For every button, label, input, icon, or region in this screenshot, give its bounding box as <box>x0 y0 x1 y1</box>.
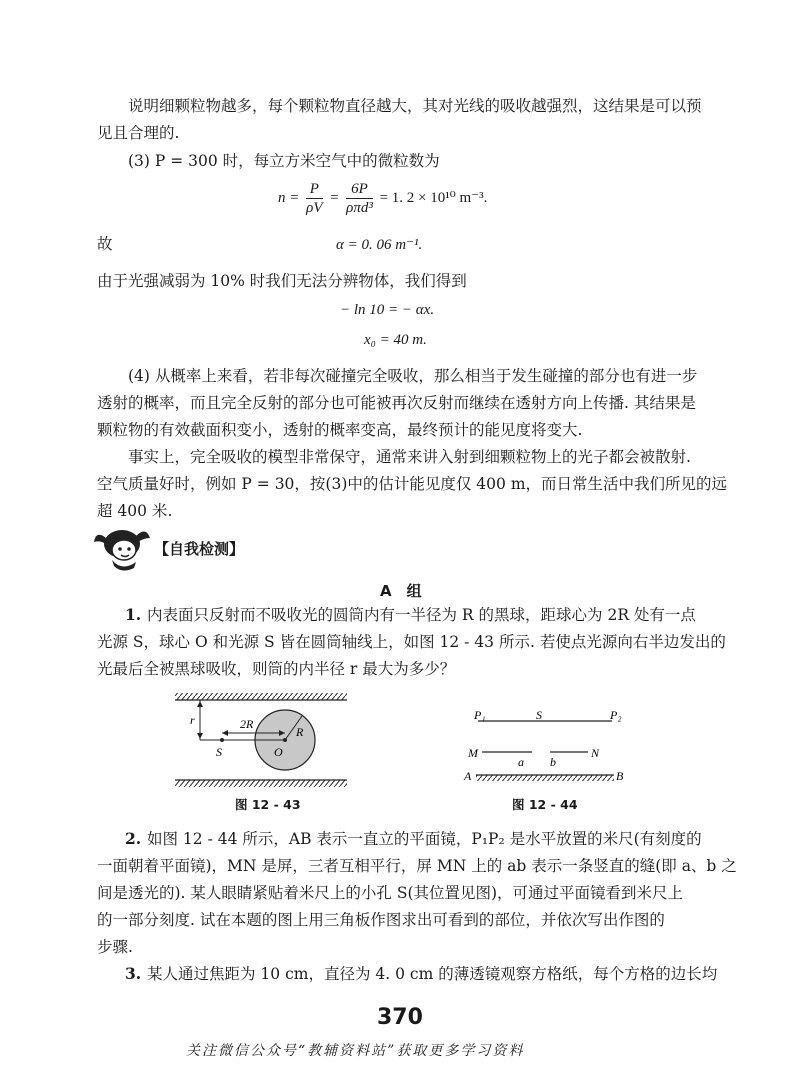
figure-12-44-caption: 图 12 - 44 <box>512 797 578 812</box>
figure-12-43 <box>170 690 350 790</box>
para5-line-2: 空气质量好时，例如 P = 30，按(3)中的估计能见度仅 400 m，而日常生活中我们所见的远 <box>97 475 728 493</box>
eq1-lhs: n = <box>278 189 300 206</box>
text-line-1: 说明细颗粒物越多，每个颗粒物直径越大，其对光线的吸收越强烈，这结果是可以预 <box>128 97 702 115</box>
q2-line-1: 如图 12 - 44 所示，AB 表示一直立的平面镜，P₁P₂ 是水平放置的米尺(有刻度的 <box>147 830 702 848</box>
para5-line-3: 超 400 米. <box>97 502 173 520</box>
label-R: R <box>296 725 304 739</box>
q2-line-2: 一面朝着平面镜)，MN 是屏，三者互相平行，屏 MN 上的 ab 表示一条竖直的缝(即 a、b 之 <box>97 857 737 875</box>
mirror-hatch <box>476 775 614 781</box>
label-B: B <box>616 769 624 783</box>
q3-line-1: 某人通过焦距为 10 cm，直径为 4. 0 cm 的薄透镜观察方格纸，每个方格的边长均 <box>147 965 718 983</box>
label-P2: P₂ <box>610 708 622 722</box>
equation-alpha: α = 0. 06 m⁻¹. <box>336 237 423 253</box>
eq1-frac2-denominator: ρπd³ <box>346 200 373 216</box>
label-S: S <box>216 745 222 759</box>
eq1-equals: = <box>329 189 340 206</box>
label-P1: P₁ <box>474 708 486 722</box>
page-number: 370 <box>377 1005 423 1030</box>
label-a: a <box>518 755 524 769</box>
cylinder-top-hatch <box>175 693 347 700</box>
figure-12-44 <box>460 700 640 790</box>
label-A: A <box>464 769 472 783</box>
q1-line-1: 内表面只反射而不吸收光的圆筒内有一半径为 R 的黑球，距球心为 2R 处有一点 <box>147 606 696 624</box>
para4-line-1: (4) 从概率上来看，若非每次碰撞完全吸收，那么相当于发生碰撞的部分也有进一步 <box>128 367 698 385</box>
footer-promo: 关注微信公众号“教辅资料站”获取更多学习资料 <box>186 1043 525 1059</box>
eq1-frac1-denominator: ρV <box>306 200 323 216</box>
text-gu: 故 <box>97 235 113 253</box>
equation-ln: − ln 10 = − αx. <box>340 302 435 318</box>
equation-particle-count <box>278 180 487 217</box>
label-S-slit: S <box>536 708 542 722</box>
eq1-rhs: = 1. 2 × 10¹⁰ m⁻³. <box>379 189 488 206</box>
q1-line-2: 光源 S，球心 O 和光源 S 皆在圆筒轴线上，如图 12 - 43 所示. 若使点光源向右半边发出的 <box>97 633 726 651</box>
label-2R: 2R <box>240 717 254 731</box>
label-b: b <box>550 755 556 769</box>
para5-line-1: 事实上，完全吸收的模型非常保守，通常来讲入射到细颗粒物上的光子都会被散射. <box>128 448 691 466</box>
cylinder-bottom-hatch <box>175 780 347 787</box>
figure-12-43-caption: 图 12 - 43 <box>235 797 301 812</box>
para4-line-2: 透射的概率，而且完全反射的部分也可能被再次反射而继续在透射方向上传播. 其结果是 <box>97 394 696 412</box>
eq1-frac2-numerator: 6P <box>346 180 373 199</box>
eq1-frac1-numerator: P <box>306 180 322 199</box>
q2-line-4: 的一部分刻度. 试在本题的图上用三角板作图求出可看到的部位，并依次写出作图的 <box>97 911 665 929</box>
q1-line-3: 光最后全被黑球吸收，则筒的内半径 r 最大为多少？ <box>97 660 456 678</box>
q1-number: 1. <box>125 605 142 624</box>
light-source-point <box>220 738 224 742</box>
q3-number: 3. <box>125 964 142 983</box>
group-heading: A 组 <box>380 582 422 600</box>
label-M: M <box>468 746 478 760</box>
q2-number: 2. <box>125 829 142 848</box>
q2-line-5: 步骤. <box>97 938 133 956</box>
mascot-icon <box>92 524 152 574</box>
text-line-3: (3) P = 300 时，每立方米空气中的微粒数为 <box>128 152 440 170</box>
label-N: N <box>591 746 600 760</box>
section-title-self-test: 【自我检测】 <box>154 540 245 558</box>
label-O: O <box>274 745 283 759</box>
q2-line-3: 间是透光的). 某人眼睛紧贴着米尺上的小孔 S(其位置见图)，可通过平面镜看到米尺上 <box>97 884 684 902</box>
label-r: r <box>190 713 195 727</box>
para4-line-3: 颗粒物的有效截面积变小，透射的概率变高，最终预计的能见度将变大. <box>97 421 583 439</box>
text-line-2: 见且合理的. <box>97 124 180 142</box>
equation-x0: x₀ = 40 m. <box>364 332 427 348</box>
text-line-4: 由于光强减弱为 10% 时我们无法分辨物体，我们得到 <box>97 272 467 290</box>
